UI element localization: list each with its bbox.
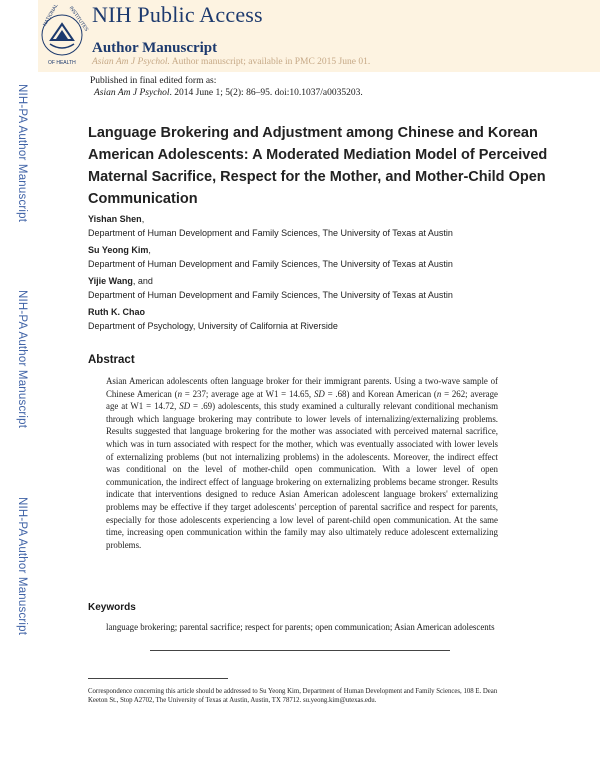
published-line: Published in final edited form as: [90,76,217,86]
nih-logo [40,2,90,68]
sidebar-watermark-1: NIH-PA Author Manuscript [16,84,28,223]
author-entry: Su Yeong Kim, Department of Human Development and Family Sciences, The University of Texas at Austin [88,245,558,269]
author-affiliation: Department of Human Development and Family Sciences, The University of Texas at Austin [88,259,453,269]
author-affiliation: Department of Human Development and Family Sciences, The University of Texas at Austin [88,228,453,238]
correspondence-footnote: Correspondence concerning this article should be addressed to Su Yeong Kim, Department of Human Development and Family Sciences, 108 E. Dean Keeton St., Stop A2702, The University of Texas at Austin, Austin, TX 78712. su.yeong.kim@utexas.edu. [88,688,498,704]
author-entry [88,307,558,331]
svg-text:INSTITUTES: INSTITUTES [67,5,90,33]
keywords-text: language brokering; parental sacrifice; respect for parents; open communication; Asian American adolescents [106,622,495,632]
keywords-heading: Keywords [88,602,136,613]
availability-text: Author manuscript; available in PMC 2015 June 01. [169,57,371,67]
author-name: Ruth K. Chao [88,307,145,317]
availability-line [92,57,370,67]
citation-details: . 2014 June 1; 5(2): 86–95. doi:10.1037/a0035203. [169,88,363,98]
sidebar-watermark-3: NIH-PA Author Manuscript [16,497,28,636]
citation-journal: Asian Am J Psychol [94,88,170,98]
citation-line [90,87,363,99]
publication-info [90,75,363,99]
author-entry: Yishan Shen, Department of Human Development and Family Sciences, The University of Texas at Austin [88,214,558,238]
author-list [88,214,558,338]
abstract-heading: Abstract [88,354,135,366]
nih-seal-icon [40,2,90,68]
availability-journal: Asian Am J Psychol. [92,57,170,67]
author-name: Yijie Wang [88,276,133,286]
sidebar-watermark-2: NIH-PA Author Manuscript [16,290,28,429]
author-manuscript-label: Author Manuscript [92,40,218,56]
author-entry: Yijie Wang, and Department of Human Development and Family Sciences, The University of Texas at Austin [88,276,558,300]
article-title: Language Brokering and Adjustment among Chinese and Korean American Adolescents: A Moderated Mediation Model of Perceived Maternal Sacrifice, Respect for the Mother, and Mother-Child Open Communication [88,125,548,207]
author-affiliation: Department of Human Development and Family Sciences, The University of Texas at Austin [88,290,453,300]
svg-text:NATIONAL: NATIONAL [42,2,60,28]
section-divider [150,650,450,651]
author-name: Yishan Shen [88,214,142,224]
abstract-body: Asian American adolescents often language broker for their immigrant parents. Using a two-wave sample of Chinese American (n = 237; average age at W1 = 14.65, SD = .68) and Korean American (n = 262; average age at W1 = 14.72, SD = .69) adolescents, this study examined a culturally relevant conditional mechanism through which language brokering may contribute to lower levels of internalizing/externalizing problems. Results suggested that language brokering for the mother was associated with perceived maternal sacrifice, which was in turn associated with respect for the mother, which was eventually associated with lower levels of externalizing problems (but not internalizing problems) in the adolescents. Moreover, the indirect effect was conditional on the level of mother-child open communication. With a lower level of open communication, the indirect effect of language brokering on externalizing problems became stronger. Results indicate that interventions designed to reduce Asian American adolescent language brokers' externalizing problems may be effective if they target adolescents' perception of parental sacrifice and respect for parents, especially for those adolescents experiencing a low level of parent-child open communication. At the same time, increasing open communication within the family may also ultimately reduce adolescent externalizing problems. [106,376,499,550]
footnote-divider [88,678,228,679]
nih-public-access-title: NIH Public Access [92,2,263,27]
author-affiliation: Department of Psychology, University of California at Riverside [88,321,338,331]
author-name: Su Yeong Kim [88,245,149,255]
svg-text:OF HEALTH: OF HEALTH [48,60,76,66]
